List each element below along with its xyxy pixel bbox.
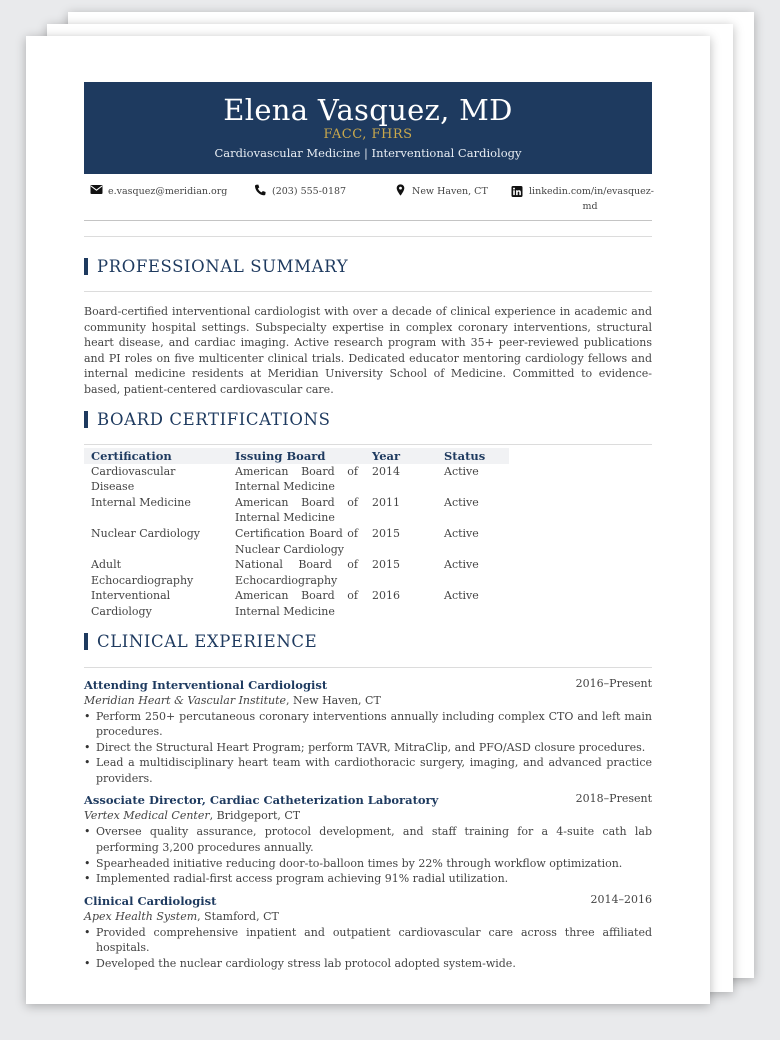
org-name: Meridian Heart & Vascular Institute [84, 693, 287, 707]
job-organization [84, 909, 652, 925]
location-text: New Haven, CT [412, 186, 488, 197]
job-title: Attending Interventional Cardiologist [84, 677, 328, 692]
envelope-icon [90, 184, 103, 195]
job-dates: 2018–Present [575, 792, 652, 806]
map-pin-icon [394, 184, 407, 195]
job-header [84, 892, 652, 909]
contact-phone [254, 184, 346, 199]
column-header: Certification [84, 448, 228, 464]
list-item: • Lead a multidisciplinary heart team with cardiothoracic surgery, imaging, and advanced practice providers. [84, 755, 652, 786]
cert-board: American Board of Internal Medicine [235, 589, 358, 618]
cert-name: Cardiovascular Disease [91, 464, 176, 494]
experience-heading: CLINICAL EXPERIENCE [84, 632, 652, 652]
job-entry [84, 791, 652, 886]
cert-status: Active [444, 464, 479, 478]
job-header [84, 791, 652, 808]
phone-icon [254, 184, 267, 195]
table-row [84, 557, 509, 588]
credentials: FACC, FHRS [323, 127, 413, 142]
job-entry [84, 676, 652, 787]
org-name: Apex Health System [84, 909, 198, 923]
column-header: Issuing Board [228, 448, 365, 464]
cert-status: Active [444, 589, 479, 603]
contact-bar [84, 174, 655, 214]
cert-board: Certification Board of Nuclear Cardiology [235, 526, 358, 556]
summary-heading: PROFESSIONAL SUMMARY [84, 257, 652, 277]
phone-text: (203) 555-0187 [272, 186, 347, 197]
org-location: , New Haven, CT [286, 693, 381, 707]
contact-linkedin[interactable] [511, 184, 655, 214]
cert-year: 2014 [372, 464, 400, 478]
org-location: , Stamford, CT [197, 909, 279, 923]
job-dates: 2016–Present [575, 676, 652, 690]
column-header: Status [437, 448, 509, 464]
table-row [84, 588, 509, 619]
linkedin-line-2[interactable]: md [582, 201, 598, 212]
header-banner [84, 82, 652, 174]
table-row [84, 495, 509, 526]
divider [84, 667, 652, 668]
job-bullets [84, 925, 652, 972]
cert-year: 2011 [372, 495, 400, 509]
cert-board: National Board of Echocardiography [235, 558, 358, 587]
cert-year: 2016 [372, 589, 400, 603]
email-text: e.vasquez@meridian.org [108, 186, 228, 197]
table-header-row [84, 448, 509, 464]
divider [84, 291, 652, 292]
divider [84, 444, 652, 445]
cert-name: Interventional Cardiology [91, 589, 171, 618]
linkedin-line-1[interactable]: linkedin.com/in/evasquez- [529, 186, 655, 197]
candidate-name: Elena Vasquez, MD [223, 93, 513, 127]
table-row [84, 464, 509, 495]
resume-page [26, 36, 710, 1004]
job-bullets [84, 824, 652, 886]
job-entry [84, 892, 652, 972]
cert-board: American Board of Internal Medicine [235, 464, 358, 494]
contact-location [394, 184, 488, 199]
cert-name: Adult Echocardiography [91, 558, 194, 587]
table-row [84, 526, 509, 557]
cert-name: Nuclear Cardiology [91, 526, 201, 540]
cert-name: Internal Medicine [91, 495, 191, 509]
summary-text: Board-certified interventional cardiologist with over a decade of clinical experience in academic and community hospital settings. Subspecialty expertise in complex coronary interventions, structural heart disease, and cardiac imaging. Active research program with 35+ peer-reviewed publications and PI roles on five multicenter clinical trials. Dedicated educator mentoring cardiology fellows and internal medicine residents at Meridian University School of Medicine. Committed to evidence-based, patient-centered cardiovascular care. [84, 305, 652, 396]
list-item: • Oversee quality assurance, protocol development, and staff training for a 4-suite cath lab performing 3,200 procedures annually. [84, 824, 652, 855]
job-title: Associate Director, Cardiac Catheterization Laboratory [84, 793, 439, 808]
divider [84, 236, 652, 237]
list-item: • Perform 250+ percutaneous coronary interventions annually including complex CTO and left main procedures. [84, 709, 652, 740]
cert-year: 2015 [372, 526, 400, 540]
job-header [84, 676, 652, 693]
certifications-heading: BOARD CERTIFICATIONS [84, 410, 652, 430]
org-location: , Bridgeport, CT [209, 809, 301, 823]
job-organization [84, 693, 652, 709]
list-item: • Spearheaded initiative reducing door-to-balloon times by 22% through workflow optimization. [84, 856, 652, 872]
list-item: • Direct the Structural Heart Program; perform TAVR, MitraClip, and PFO/ASD closure procedures. [84, 740, 652, 756]
cert-status: Active [444, 526, 479, 540]
list-item: • Provided comprehensive inpatient and outpatient cardiovascular care across three affiliated hospitals. [84, 925, 652, 956]
cert-board: American Board of Internal Medicine [235, 495, 358, 525]
contact-email [90, 184, 227, 199]
cert-status: Active [444, 558, 479, 572]
specialty-line: Cardiovascular Medicine | Interventional Cardiology [214, 146, 522, 160]
job-dates: 2014–2016 [590, 892, 652, 906]
certifications-table [84, 448, 509, 620]
column-header: Year [365, 448, 437, 464]
list-item: • Developed the nuclear cardiology stress lab protocol adopted system-wide. [84, 956, 652, 972]
job-bullets [84, 709, 652, 787]
cert-year: 2015 [372, 558, 400, 572]
job-organization [84, 808, 652, 824]
cert-status: Active [444, 495, 479, 509]
divider [84, 220, 652, 221]
org-name: Vertex Medical Center [84, 809, 210, 823]
list-item: • Implemented radial-first access program achieving 91% radial utilization. [84, 871, 652, 887]
job-title: Clinical Cardiologist [84, 893, 217, 908]
linkedin-icon [511, 186, 524, 197]
linkedin-text[interactable] [529, 184, 655, 214]
resume-content [84, 82, 655, 972]
